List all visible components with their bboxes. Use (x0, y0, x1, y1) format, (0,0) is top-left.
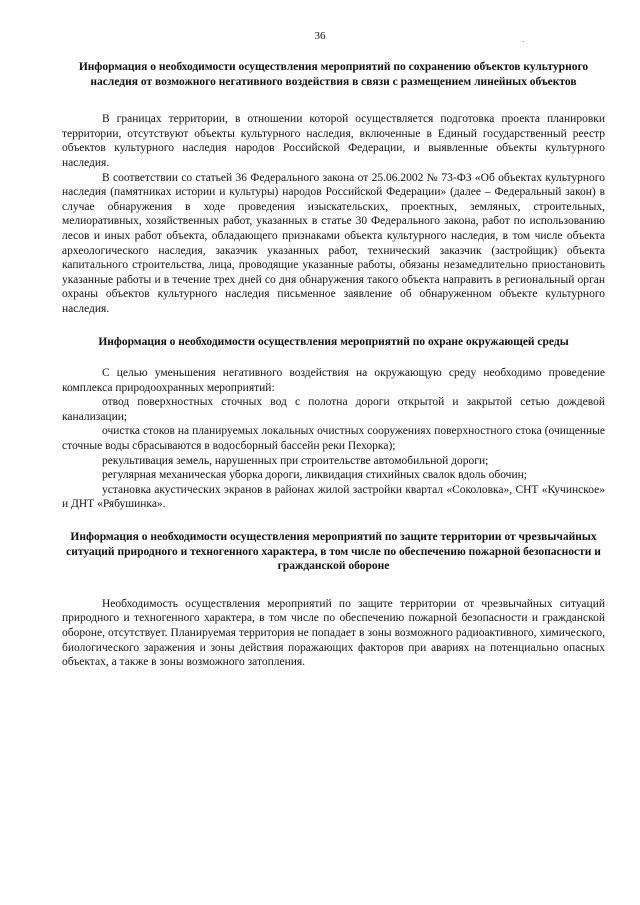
paragraph: С целью уменьшения негативного воздействия на окружающую среду необходимо проведение комплекса природоохранных мероприятий: (62, 367, 605, 394)
paragraph: В границах территории, в отношении которой осуществляется подготовка проекта планировки территории, отсутствуют объекты культурного наследия, включенные в Единый государственный реестр объектов культурного наследия народов Российской Федерации, и выявленные объекты культурного наследия. (62, 113, 605, 169)
section-heading (62, 60, 605, 89)
heading-line: культурного наследия от возможного негативного воздействия в связи с размещением (90, 61, 589, 88)
heading-line: линейных объектов (474, 75, 577, 88)
paragraph: В соответствии со статьей 36 Федерального закона от 25.06.2002 № 73-ФЗ «Об объектах культурного наследия (памятниках истории и культуры) народов Российской Федерации» (далее – Федеральный закон) в случае обнаружения в ходе проведения изыскательских, проектных, земляных, строительных, мелиоративных, хозяйственных работ, указанных в статье 30 Федерального закона, работ по использованию лесов и иных работ объекта, обладающего признаками объекта культурного наследия, в том числе объекта археологического наследия, заказчик указанных работ, технический заказчик (застройщик) объекта капитального строительства, лица, проводящие указанные работы, обязаны незамедлительно приостановить указанные работы и в течение трех дней со дня обнаружения такого объекта направить в региональный орган охраны объектов культурного наследия письменное заявление об обнаруженном объекте культурного наследия. (62, 171, 605, 315)
section-cultural-heritage (62, 60, 605, 317)
section-emergency-protection (62, 530, 605, 670)
list-item: регулярная механическая уборка дороги, ликвидация стихийных свалок вдоль обочин; (102, 469, 527, 482)
section-heading (62, 335, 605, 350)
list-item: отвод поверхностных сточных вод с полотна дороги открытой и закрытой сетью дождевой канализации; (62, 396, 605, 423)
list-item: очистка стоков на планируемых локальных очистных сооружениях поверхностного стока (очищенные сточные воды сбрасываются в водосборный бассейн реки Пехорка); (62, 425, 605, 453)
heading-line: Информация о необходимости осуществления мероприятий по охране окружающей среды (98, 335, 569, 348)
heading-line: от чрезвычайных ситуаций природного и техногенного характера, в том числе (66, 531, 597, 558)
heading-line: по обеспечению пожарной безопасности и гражданской обороне (277, 545, 601, 573)
heading-line: Информация о необходимости осуществления мероприятий по сохранению объектов (78, 61, 521, 73)
page-number: 36 (314, 30, 326, 42)
corner-mark: . (522, 34, 525, 44)
section-environment (62, 335, 605, 513)
list-item: установка акустических экранов в районах жилой застройки квартал «Соколовка», СНТ «Кучинское» и ДНТ «Рябушинка». (62, 483, 605, 511)
paragraph: Необходимость осуществления мероприятий по защите территории от чрезвычайных ситуаций природного и техногенного характера, в том числе по обеспечению пожарной безопасности и гражданской обороне, отсутствует. Планируемая территория не попадает в зоны возможного радиоактивного, химического, биологического заражения и зоны действия поражающих факторов при авариях на потенциально опасных объектах, а также в зоны возможного затопления. (62, 597, 605, 669)
list-item: рекультивация земель, нарушенных при строительстве автомобильной дороги; (102, 454, 489, 467)
heading-line: Информация о необходимости осуществления мероприятий по защите территории (70, 531, 502, 544)
section-heading (62, 530, 605, 574)
document-body (62, 60, 605, 670)
